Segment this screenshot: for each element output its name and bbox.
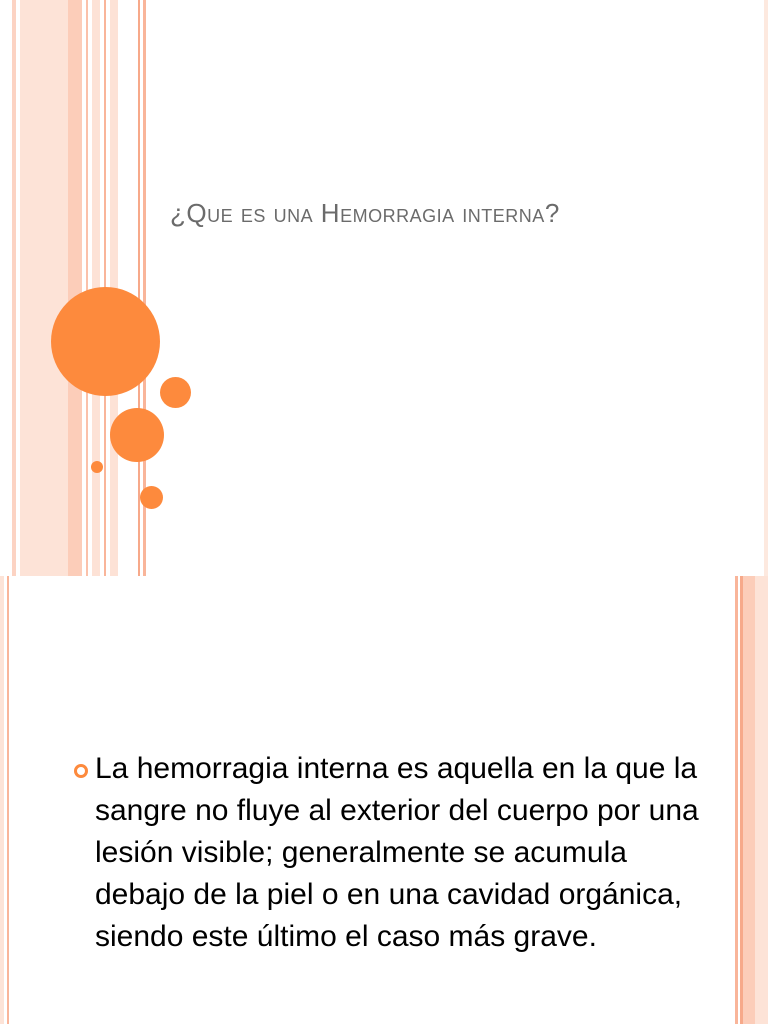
bullet-circle-icon: [74, 764, 88, 778]
decor-circle-small: [160, 377, 191, 408]
decor-stripe: [138, 0, 140, 576]
decor-stripe: [735, 576, 738, 1024]
decor-stripe: [7, 576, 9, 1024]
decor-circle-medium: [110, 408, 164, 462]
decor-circle-small: [140, 486, 163, 509]
decor-stripe: [86, 0, 88, 576]
decor-stripe: [0, 576, 4, 1024]
decor-stripe: [20, 0, 68, 576]
bullet-item: [70, 748, 710, 958]
decor-stripe: [743, 576, 755, 1024]
decor-stripe: [68, 0, 82, 576]
decor-stripe: [755, 576, 768, 1024]
decor-stripe: [764, 0, 768, 576]
decor-circle-tiny: [91, 461, 103, 473]
decor-stripe: [12, 0, 16, 576]
slide-title: ¿Que es una Hemorragia interna?: [170, 198, 560, 228]
bullet-text: La hemorragia interna es aquella en la que la sangre no fluye al exterior del cuerpo por una lesión visible; generalmente se acumula debajo de la piel o en una cavidad orgánica, siendo este último el caso más grave.: [95, 752, 699, 953]
decor-circle-large: [51, 287, 160, 396]
content-slide: [0, 576, 768, 1024]
